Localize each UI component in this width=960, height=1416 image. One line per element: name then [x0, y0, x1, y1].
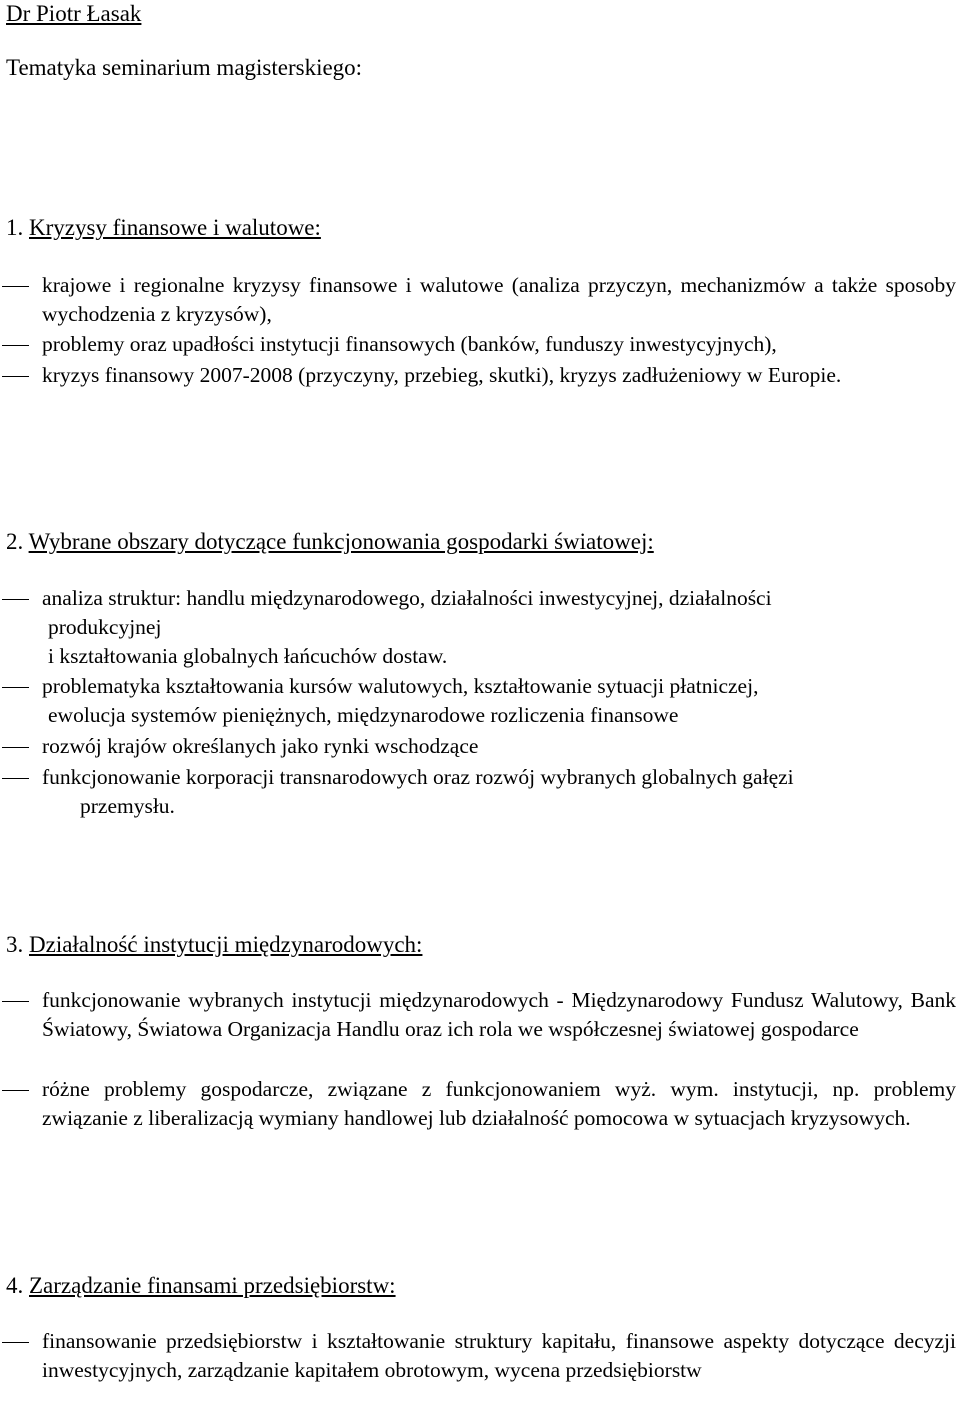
- section-number: 4.: [6, 1273, 24, 1298]
- dash-bullet-icon: [2, 747, 29, 748]
- list-item-line: przemysłu.: [80, 794, 175, 818]
- section-title: Kryzysy finansowe i walutowe:: [29, 215, 321, 240]
- list-item-line: problematyka kształtowania kursów walutowych, kształtowanie sytuacji płatniczej,: [42, 674, 759, 698]
- list-item-line: i kształtowania globalnych łańcuchów dostaw.: [48, 644, 448, 668]
- list-item-line: ewolucja systemów pieniężnych, międzynarodowe rozliczenia finansowe: [48, 703, 679, 727]
- section-number: 3.: [6, 932, 24, 957]
- list-item: finansowanie przedsiębiorstw i kształtowanie struktury kapitału, finansowe aspekty dotyczące decyzji inwestycyjnych, zarządzanie kapitałem obrotowym, wycena przedsiębiorstw: [42, 1329, 956, 1382]
- list-item: funkcjonowanie wybranych instytucji międzynarodowych - Międzynarodowy Fundusz Walutowy, Bank Światowy, Światowa Organizacja Handlu oraz ich rola we współczesnej światowej gospodarce: [42, 988, 956, 1041]
- list-item-line: analiza struktur: handlu międzynarodowego, działalności inwestycyjnej, działalności: [42, 586, 772, 610]
- list-item: problemy oraz upadłości instytucji finansowych (banków, funduszy inwestycyjnych),: [42, 332, 777, 356]
- dash-bullet-icon: [2, 599, 29, 600]
- list-item: krajowe i regionalne kryzysy finansowe i walutowe (analiza przyczyn, mechanizmów a także sposoby wychodzenia z kryzysów),: [42, 273, 956, 326]
- section-title: Zarządzanie finansami przedsiębiorstw:: [29, 1273, 396, 1298]
- dash-bullet-icon: [2, 687, 29, 688]
- section-heading-2: [6, 528, 654, 556]
- list-item-line: produkcyjnej: [48, 615, 162, 639]
- dash-bullet-icon: [2, 376, 29, 377]
- section-title: Wybrane obszary dotyczące funkcjonowania gospodarki światowej:: [28, 529, 654, 554]
- section-title: Działalność instytucji międzynarodowych:: [29, 932, 423, 957]
- section-heading-1: [6, 214, 321, 242]
- list-item-line: funkcjonowanie korporacji transnarodowych oraz rozwój wybranych globalnych gałęzi: [42, 765, 794, 789]
- dash-bullet-icon: [2, 1001, 29, 1002]
- list-item: kryzys finansowy 2007-2008 (przyczyny, przebieg, skutki), kryzys zadłużeniowy w Europie.: [42, 363, 842, 387]
- section-heading-3: [6, 931, 422, 959]
- section-heading-4: [6, 1272, 396, 1300]
- document-title: Tematyka seminarium magisterskiego:: [6, 55, 363, 80]
- dash-bullet-icon: [2, 345, 29, 346]
- dash-bullet-icon: [2, 778, 29, 779]
- author-name: Dr Piotr Łasak: [6, 1, 142, 26]
- section-number: 1.: [6, 215, 24, 240]
- dash-bullet-icon: [2, 1342, 29, 1343]
- dash-bullet-icon: [2, 286, 29, 287]
- section-number: 2.: [6, 529, 24, 554]
- list-item: rozwój krajów określanych jako rynki wschodzące: [42, 734, 479, 758]
- list-item: różne problemy gospodarcze, związane z funkcjonowaniem wyż. wym. instytucji, np. problemy związanie z liberalizacją wymiany handlowej lub działalność pomocowa w sytuacjach kryzysowych.: [42, 1077, 956, 1130]
- dash-bullet-icon: [2, 1090, 29, 1091]
